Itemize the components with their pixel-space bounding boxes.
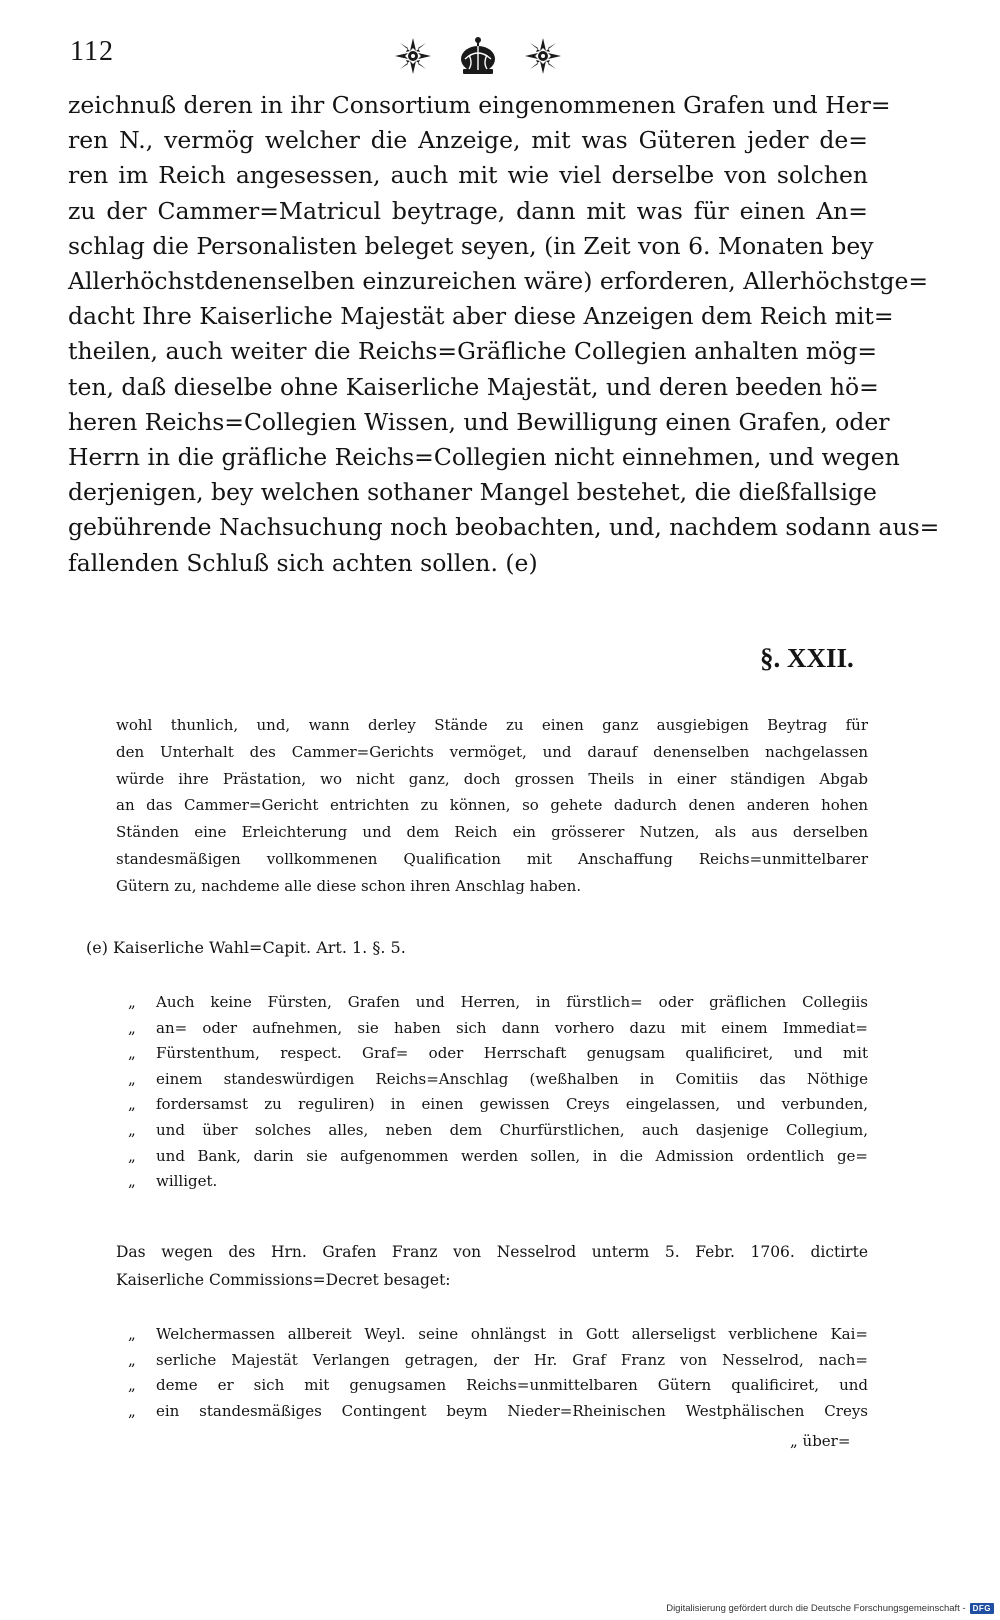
- quote-line: [128, 1373, 868, 1399]
- crown-icon: [455, 33, 501, 79]
- quote-mark: „: [128, 1069, 136, 1088]
- main-text-line: fallenden Schluß sich achten sollen. (e): [68, 548, 538, 577]
- quote-mark: „: [128, 1350, 136, 1369]
- quote-mark: „: [128, 1172, 136, 1191]
- quote-line: [128, 1399, 868, 1425]
- digitization-footer: [666, 1603, 994, 1614]
- quote-mark: „: [128, 1325, 136, 1343]
- catchword: „ über=: [790, 1432, 851, 1450]
- quote-text: und über solches alles, neben dem Churfürstlichen, auch dasjenige Collegium,: [156, 1120, 868, 1139]
- quote-line: [128, 990, 868, 1016]
- decree-intro: [116, 1238, 868, 1294]
- quote-mark: „: [128, 1018, 136, 1037]
- quote-mark: „: [128, 1095, 136, 1114]
- main-text-line: ren N., vermög welcher die Anzeige, mit was Güteren jeder de=: [68, 126, 868, 155]
- quote-line: [128, 1016, 868, 1042]
- section-heading: §. XXII.: [760, 643, 854, 673]
- decree-intro-line: Das wegen des Hrn. Grafen Franz von Nesselrod unterm 5. Febr. 1706. dictirte: [116, 1243, 868, 1261]
- main-text-line: heren Reichs=Collegien Wissen, und Bewilligung einen Grafen, oder: [68, 407, 890, 436]
- quote-line: [128, 1092, 868, 1118]
- main-text: [68, 88, 940, 581]
- quote-text: ein standesmäßiges Contingent beym Nieder=Rheinischen Westphälischen Creys: [156, 1401, 868, 1420]
- quote-text: williget.: [156, 1172, 218, 1191]
- main-text-line: schlag die Personalisten beleget seyen, (in Zeit von 6. Monaten bey: [68, 231, 874, 260]
- footnote-e-quote: [128, 990, 868, 1195]
- quote-mark: „: [128, 1044, 136, 1063]
- main-text-line: derjenigen, bey welchen sothaner Mangel bestehet, die dießfallsige: [68, 478, 877, 507]
- star-flower-icon: [523, 36, 563, 76]
- quote-line: [128, 1144, 868, 1170]
- main-text-line: dacht Ihre Kaiserliche Majestät aber diese Anzeigen dem Reich mit=: [68, 302, 894, 331]
- quote-mark: „: [128, 993, 136, 1011]
- quote-mark: „: [128, 1120, 136, 1139]
- footnote-line: standesmäßigen vollkommenen Qualification mit Anschaffung Reichs=unmittelbarer: [116, 849, 868, 868]
- page-number: 112: [70, 36, 114, 67]
- footnote-e-marker: (e) Kaiserliche Wahl=Capit. Art. 1. §. 5.: [86, 938, 406, 957]
- quote-mark: „: [128, 1376, 136, 1395]
- quote-text: fordersamst zu reguliren) in einen gewissen Creys eingelassen, und verbunden,: [156, 1095, 868, 1114]
- quote-text: deme er sich mit genugsamen Reichs=unmittelbaren Gütern qualificiret, und: [156, 1376, 868, 1395]
- footnote-line: den Unterhalt des Cammer=Gerichts vermöget, und darauf denenselben nachgelassen: [116, 742, 868, 761]
- main-text-line: ten, daß dieselbe ohne Kaiserliche Majestät, und deren beeden hö=: [68, 372, 879, 401]
- quote-line: [128, 1169, 868, 1195]
- footer-text: Digitalisierung gefördert durch die Deutsche Forschungsgemeinschaft -: [666, 1603, 966, 1614]
- quote-text: einem standeswürdigen Reichs=Anschlag (weßhalben in Comitiis das Nöthige: [156, 1069, 868, 1088]
- header-ornament: [393, 32, 563, 80]
- quote-text: serliche Majestät Verlangen getragen, der Hr. Graf Franz von Nesselrod, nach=: [156, 1350, 868, 1369]
- dfg-logo: DFG: [970, 1603, 994, 1614]
- quote-text: Welchermassen allbereit Weyl. seine ohnlängst in Gott allerseligst verblichene Kai=: [156, 1325, 868, 1343]
- main-text-line: gebührende Nachsuchung noch beobachten, und, nachdem sodann aus=: [68, 513, 940, 542]
- decree-quote: [128, 1322, 868, 1424]
- footnote-line: Gütern zu, nachdeme alle diese schon ihren Anschlag haben.: [116, 876, 582, 895]
- footnote-line: an das Cammer=Gericht entrichten zu können, so gehete dadurch denen anderen hohen: [116, 796, 868, 815]
- quote-text: Auch keine Fürsten, Grafen und Herren, in fürstlich= oder gräflichen Collegiis: [156, 993, 868, 1011]
- quote-line: [128, 1118, 868, 1144]
- footnote-line: würde ihre Prästation, wo nicht ganz, doch grossen Theils in einer ständigen Abgab: [116, 769, 868, 788]
- quote-text: an= oder aufnehmen, sie haben sich dann vorhero dazu mit einem Immediat=: [156, 1018, 868, 1037]
- footnote-continuation: [116, 712, 868, 900]
- main-text-line: zeichnuß deren in ihr Consortium eingenommenen Grafen und Her=: [68, 91, 891, 119]
- quote-line: [128, 1348, 868, 1374]
- quote-mark: „: [128, 1401, 136, 1420]
- footnote-line: wohl thunlich, und, wann derley Stände zu einen ganz ausgiebigen Beytrag für: [116, 716, 868, 734]
- quote-line: [128, 1322, 868, 1348]
- main-text-line: zu der Cammer=Matricul beytrage, dann mit was für einen An=: [68, 196, 868, 225]
- star-flower-icon: [393, 36, 433, 76]
- quote-mark: „: [128, 1146, 136, 1165]
- quote-line: [128, 1067, 868, 1093]
- footnote-line: Ständen eine Erleichterung und dem Reich ein grösserer Nutzen, als aus derselben: [116, 823, 868, 842]
- decree-intro-line: Kaiserliche Commissions=Decret besaget:: [116, 1271, 451, 1289]
- main-text-line: ren im Reich angesessen, auch mit wie viel derselbe von solchen: [68, 161, 868, 190]
- quote-line: [128, 1041, 868, 1067]
- quote-text: Fürstenthum, respect. Graf= oder Herrschaft genugsam qualificiret, und mit: [156, 1044, 868, 1063]
- main-text-line: Herrn in die gräfliche Reichs=Collegien nicht einnehmen, und wegen: [68, 443, 900, 472]
- main-text-line: theilen, auch weiter die Reichs=Gräfliche Collegien anhalten mög=: [68, 337, 878, 366]
- main-text-line: Allerhöchstdenenselben einzureichen wäre) erforderen, Allerhöchstge=: [68, 267, 929, 296]
- quote-text: und Bank, darin sie aufgenommen werden sollen, in die Admission ordentlich ge=: [156, 1146, 868, 1165]
